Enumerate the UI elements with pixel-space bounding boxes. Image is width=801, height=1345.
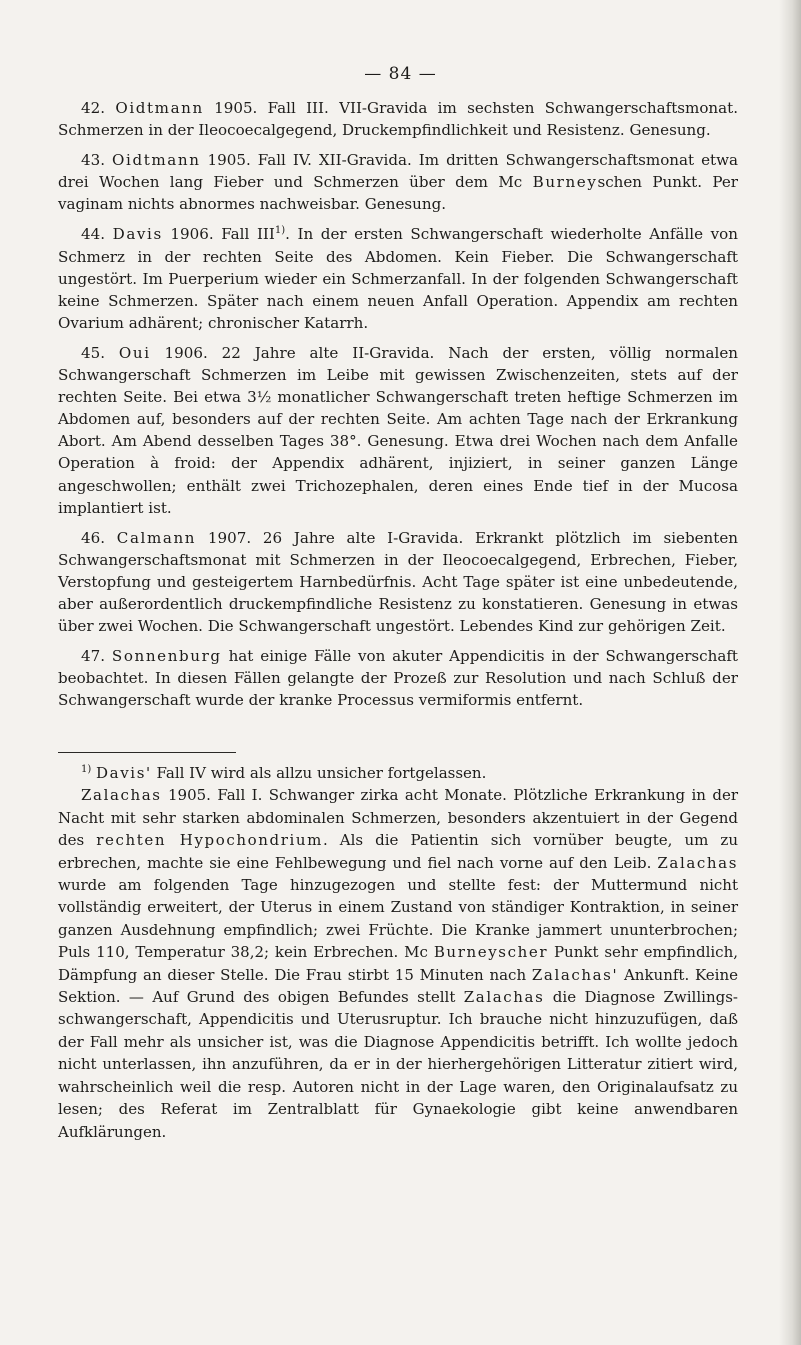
case-number: 47. [81, 647, 106, 666]
case-text: hat einige Fälle von akuter Appendicitis in der Schwangerschaft beobachtet. In diesen Fällen gelangte der Prozeß zur Resolution und nach Schluß der Schwangerschaft wurde der kranke Processus vermiformis entfernt. [58, 647, 738, 710]
page-edge-shadow [779, 0, 801, 1345]
case-entry-47 [58, 645, 738, 711]
footnote-line [58, 762, 738, 784]
case-number: 43. [81, 151, 106, 170]
author-name: Sonnenburg [111, 647, 222, 666]
case-text: 1905. Fall III. VII-Gravida im sechsten Schwangerschaftsmonat. Schmerzen in der Ileocoecalgegend, Druckempfindlichkeit und Resistenz. Genesung. [58, 99, 738, 140]
author-name: Oidtmann [112, 151, 201, 170]
author-name: Zalachas [463, 988, 545, 1007]
footnote-text: die Diagnose Zwillingsschwangerschaft, Appendicitis und Uterusruptur. Ich brauche nicht hinzuzufügen, daß der Fall mehr als unsicher ist, was die Diagnose Appendicitis betrifft. Ich wollte jedoch nicht unterlassen, ihn anzuführen, da er in der hierhergehörigen Litteratur zitiert wird, wahrscheinlich weil die resp. Autoren nicht in der Lage waren, den Originalaufsatz zu lesen; des Referat im Zentralblatt für Gynaekologie gibt keine anwendbaren Aufklärungen. [58, 988, 738, 1141]
case-text: 1906. 22 Jahre alte II-Gravida. Nach der ersten, völlig normalen Schwangerschaft Schmerzen im Leibe mit gewissen Zwischenzeiten, stets auf der rechten Seite. Bei etwa 3½ monatlicher Schwangerschaft treten heftige Schmerzen im Abdomen auf, besonders auf der rechten Seite. Am achten Tage nach der Erkrankung Abort. Am Abend desselben Tages 38°. Genesung. Etwa drei Wochen nach dem Anfalle Operation à froid: der Appendix adhärent, injiziert, in seiner ganzen Länge angeschwollen; enthält zwei Trichozephalen, deren eines Ende tief in der Mucosa implantiert ist. [58, 343, 738, 517]
page-number: — 84 — [364, 64, 437, 84]
case-entry-45 [58, 342, 738, 519]
footnote-divider [58, 752, 236, 753]
footnote-reference: 1) [274, 225, 286, 237]
emphasized-term: rechten Hypochondrium [96, 831, 323, 850]
case-text: 1907. 26 Jahre alte I-Gravida. Erkrankt plötzlich im siebenten Schwangerschaftsmonat mit Schmerzen in der Ileocoecalgegend, Erbrechen, Fieber, Verstopfung und gesteigertem Harnbedürfnis. Acht Tage später ist eine unbedeutende, aber außerordentlich druckempfindliche Resistenz zu konstatieren. Genesung in etwas über zwei Wochen. Die Schwangerschaft ungestört. Lebendes Kind zur gehörigen Zeit. [58, 528, 738, 636]
author-name: Oidtmann [115, 99, 204, 117]
footnote-text: wurde am folgenden Tage hinzugezogen und stellte fest: der Muttermund nicht vollständig erweitert, der Uterus in einem Zustand von ständiger Kontraktion, in seiner ganzen Ausdehnung empfindlich; zwei Früchte. Die Kranke jammert ununterbrochen; Puls 110, Temperatur 38,2; kein Erbrechen. Mc [58, 876, 738, 962]
footnote-text: Fall IV wird als allzu unsicher fortgelassen. [151, 764, 487, 782]
author-name: Davis' [96, 764, 152, 782]
author-name: Zalachas [657, 853, 738, 872]
case-list [58, 97, 738, 719]
case-entry-46 [58, 527, 738, 637]
author-name: Oui [118, 343, 151, 362]
case-number: 45. [81, 343, 106, 362]
case-number: 44. [81, 225, 106, 244]
footnote-section [58, 762, 738, 1143]
author-name: Davis [112, 225, 163, 244]
case-text: 1905. Fall IV. XII-Gravida. Im dritten Schwangerschaftsmonat etwa drei Wochen lang Fieber und Schmerzen über dem Mc [58, 151, 738, 192]
footnote-text: Punkt sehr empfindlich, Dämpfung an dieser Stelle. Die Frau stirbt 15 Minuten nach [58, 943, 738, 984]
case-entry-43 [58, 149, 738, 215]
person-name: Burney [532, 173, 598, 192]
author-name: Zalachas' [531, 965, 619, 984]
case-entry-42 [58, 97, 738, 141]
author-name: Zalachas [81, 786, 162, 805]
case-entry-44 [58, 223, 738, 333]
author-name: Calmann [116, 528, 197, 547]
case-text: . In der ersten Schwangerschaft wiederholte Anfälle von Schmerz in der rechten Seite des Abdomen. Kein Fieber. Die Schwangerschaft ungestört. Im Puerperium wieder ein Schmerzanfall. In der folgenden Schwangerschaft keine Schmerzen. Später nach einem neuen Anfall Operation. Appendix am rechten Ovarium adhärent; chronischer Katarrh. [58, 225, 738, 332]
footnote-text: 1905. Fall I. Schwanger zirka acht Monate. Plötzliche Erkrankung in der Nacht mit sehr starken abdominalen Schmerzen, besonders akzentuiert in der Gegend des [58, 786, 738, 850]
footnote-marker: 1) [81, 764, 92, 775]
case-text-continued: schen Punkt. Per vaginam nichts abnormes nachweisbar. Genesung. [58, 173, 738, 214]
footnote-text: Ankunft. Keine Sektion. — Auf Grund des obigen Befundes stellt [58, 965, 738, 1007]
footnote-paragraph [58, 784, 738, 1143]
case-year-fall: 1906. Fall III [162, 225, 275, 244]
case-number: 42. [81, 99, 106, 117]
person-name: Burneyscher [433, 943, 549, 962]
footnote-text: . Als die Patientin sich vornüber beugte, um zu erbrechen, machte sie eine Fehlbewegung und fiel nach vorne auf den Leib. [58, 831, 738, 872]
case-number: 46. [81, 528, 106, 547]
